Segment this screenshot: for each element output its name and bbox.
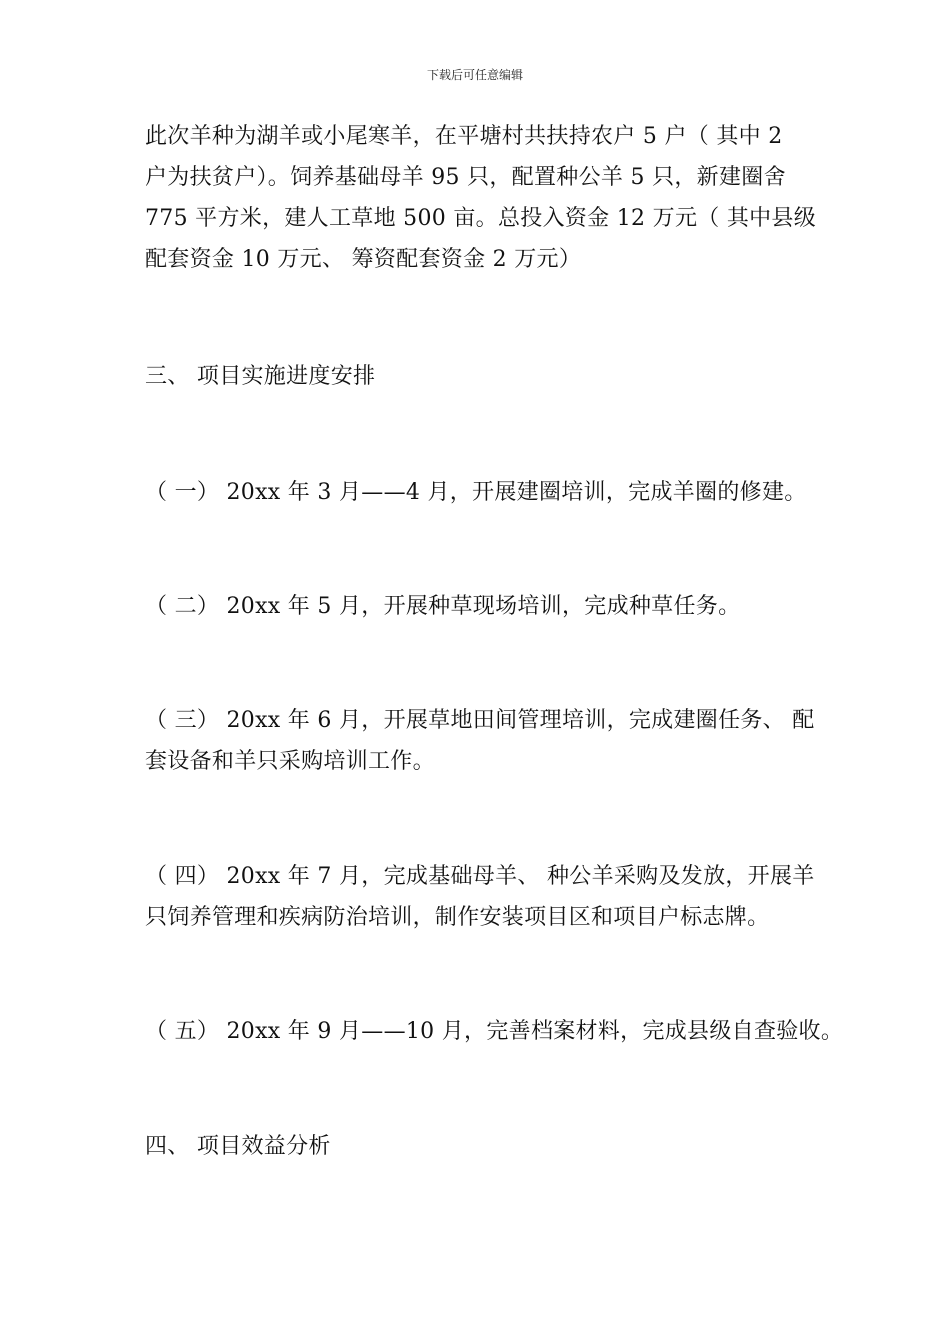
intro-line-3: 775 平方米，建人工草地 500 亩。总投入资金 12 万元（ 其中县级 <box>145 206 817 231</box>
section-3-heading: 三、 项目实施进度安排 <box>145 364 376 389</box>
intro-line-2: 户为扶贫户）。饲养基础母羊 95 只，配置种公羊 5 只，新建圈舍 <box>145 165 786 190</box>
intro-paragraph <box>145 116 825 280</box>
page-header: 下载后可任意编辑 <box>426 68 523 82</box>
schedule-item-3-line-1: （ 三） 20xx 年 6 月，开展草地田间管理培训，完成建圈任务、 配 <box>145 708 815 733</box>
schedule-item-3-line-2: 套设备和羊只采购培训工作。 <box>145 749 435 774</box>
intro-line-1: 此次羊种为湖羊或小尾寒羊，在平塘村共扶持农户 5 户（ 其中 2 <box>145 124 783 149</box>
schedule-item-1-line-1: （ 一） 20xx 年 3 月——4 月，开展建圈培训，完成羊圈的修建。 <box>145 480 807 505</box>
schedule-item-5 <box>145 1011 844 1052</box>
intro-line-4: 配套资金 10 万元、 筹资配套资金 2 万元） <box>145 247 582 272</box>
schedule-item-2 <box>145 586 825 627</box>
schedule-item-2-line-1: （ 二） 20xx 年 5 月，开展种草现场培训，完成种草任务。 <box>145 594 741 619</box>
schedule-item-3 <box>145 700 825 782</box>
schedule-item-4-line-2: 只饲养管理和疾病防治培训，制作安装项目区和项目户标志牌。 <box>145 905 770 930</box>
schedule-item-4-line-1: （ 四） 20xx 年 7 月，完成基础母羊、 种公羊采购及发放，开展羊 <box>145 864 815 889</box>
section-4-heading: 四、 项目效益分析 <box>145 1134 331 1159</box>
schedule-item-4 <box>145 856 825 938</box>
schedule-item-5-line-1: （ 五） 20xx 年 9 月——10 月，完善档案材料，完成县级自查验收。 <box>145 1019 844 1044</box>
schedule-item-1 <box>145 472 825 513</box>
